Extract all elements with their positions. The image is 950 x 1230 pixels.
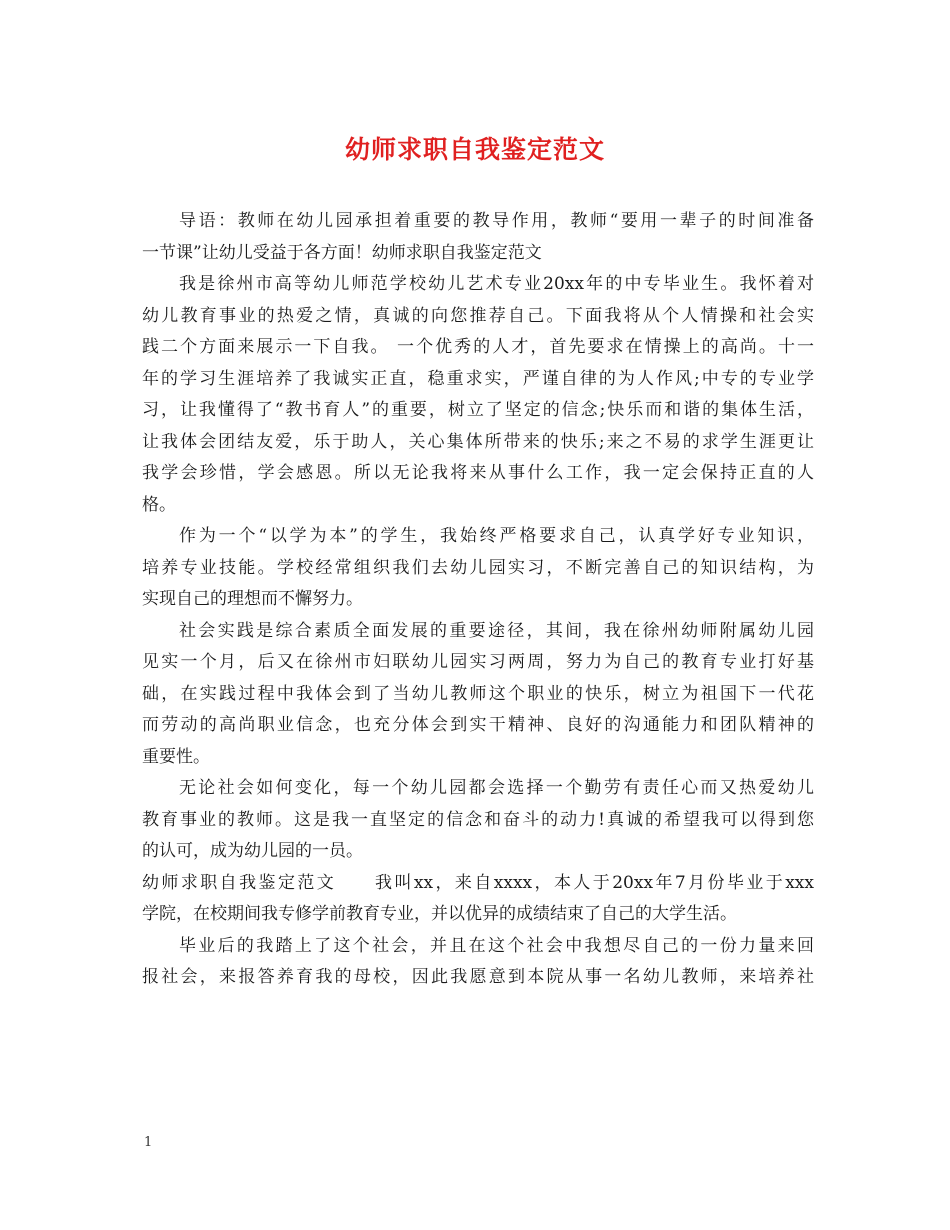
- text-line: 无论社会如何变化，每一个幼儿园都会选择一个勤劳有责任心而又热爱幼儿: [179, 778, 814, 798]
- text-line: 学院，在校期间我专修学前教育专业，并以优异的成绩结束了自己的大学生活。: [142, 904, 737, 924]
- text-line: 而劳动的高尚职业信念，也充分体会到实干精神、良好的沟通能力和团队精神的: [142, 715, 814, 735]
- text-line: 导语：教师在幼儿园承担着重要的教导作用，教师“要用一辈子的时间准备: [179, 211, 814, 231]
- text-line: 础，在实践过程中我体会到了当幼儿教师这个职业的快乐，树立为祖国下一代花: [142, 683, 814, 704]
- text-line: 见实一个月，后又在徐州市妇联幼儿园实习两周，努力为自己的教育专业打好基: [142, 652, 814, 672]
- text-line: 的认可，成为幼儿园的一员。: [142, 841, 363, 861]
- text-line: 社会实践是综合素质全面发展的重要途径，其间，我在徐州幼师附属幼儿园: [179, 620, 814, 641]
- document-title: 幼师求职自我鉴定范文: [344, 135, 605, 164]
- document-body: [142, 206, 814, 994]
- text-line: 重要性。: [142, 746, 210, 767]
- text-line: 我学会珍惜，学会感恩。所以无论我将来从事什么工作，我一定会保持正直的人: [142, 463, 814, 483]
- text-line: 教育事业的教师。这是我一直坚定的信念和奋斗的动力!真诚的希望我可以得到您: [142, 809, 814, 830]
- text-line: 培养专业技能。学校经常组织我们去幼儿园实习，不断完善自己的知识结构，为: [142, 557, 814, 578]
- text-line: 报社会，来报答养育我的母校，因此我愿意到本院从事一名幼儿教师，来培养社: [142, 967, 814, 987]
- text-line: 让我体会团结友爱，乐于助人，关心集体所带来的快乐;来之不易的求学生涯更让: [142, 431, 814, 452]
- text-line: 践二个方面来展示一下自我。 一个优秀的人才，首先要求在情操上的高尚。十一: [142, 337, 814, 357]
- text-line: 习，让我懂得了“教书育人”的重要，树立了坚定的信念;快乐而和谐的集体生活，: [142, 400, 814, 420]
- text-line: 幼儿教育事业的热爱之情，真诚的向您推荐自己。下面我将从个人情操和社会实: [142, 305, 814, 326]
- text-line: 年的学习生涯培养了我诚实正直，稳重求实，严谨自律的为人作风;中专的专业学: [142, 368, 814, 389]
- page-number: 1: [144, 1135, 153, 1150]
- text-line: 幼师求职自我鉴定范文 我叫xx，来自xxxx，本人于20xx年7月份毕业于xxx: [142, 872, 814, 893]
- text-line: 格。: [142, 494, 176, 515]
- text-line: 一节课”让幼儿受益于各方面！幼师求职自我鉴定范文: [142, 242, 542, 263]
- text-line: 作为一个“以学为本”的学生，我始终严格要求自己，认真学好专业知识，: [179, 526, 814, 546]
- text-line: 我是徐州市高等幼儿师范学校幼儿艺术专业20xx年的中专毕业生。我怀着对: [179, 274, 814, 294]
- text-line: 实现自己的理想而不懈努力。: [142, 589, 363, 609]
- text-line: 毕业后的我踏上了这个社会，并且在这个社会中我想尽自己的一份力量来回: [179, 935, 814, 956]
